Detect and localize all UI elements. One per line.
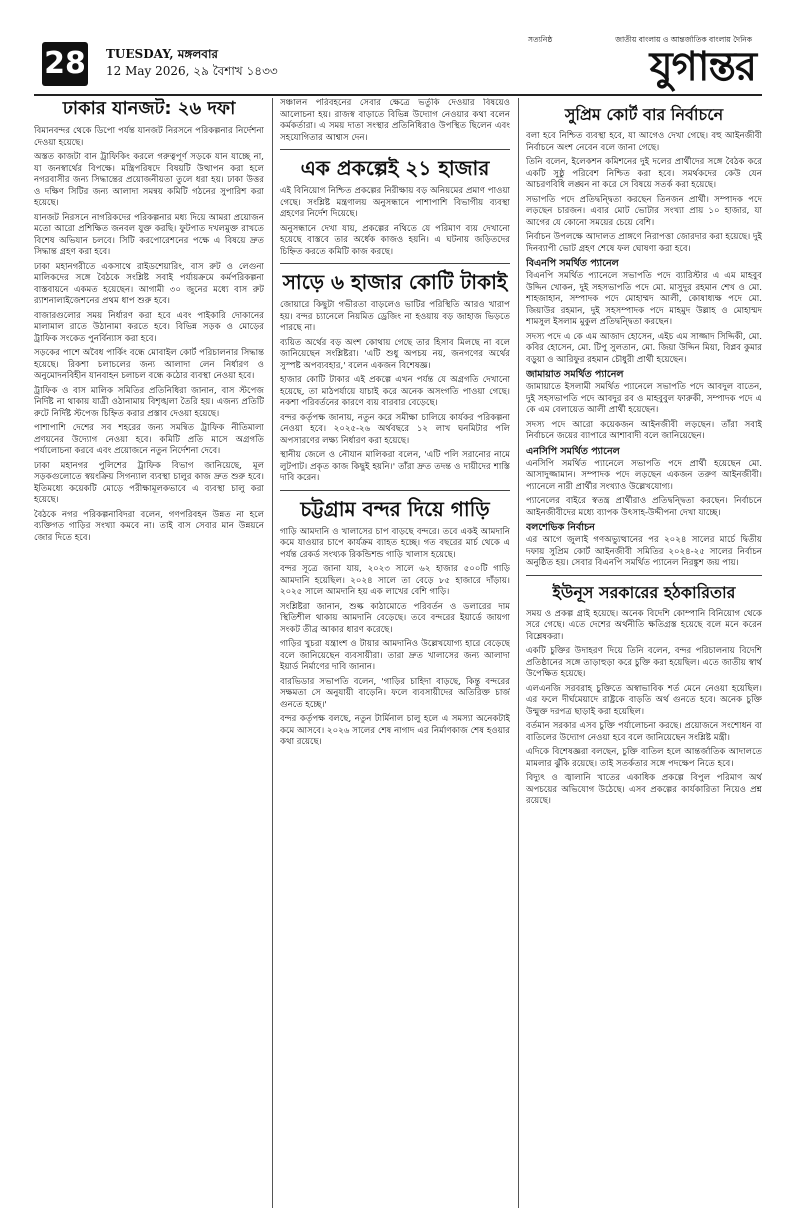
article-headline-port-cars: চট্টগ্রাম বন্দর দিয়ে গাড়ি (300, 496, 490, 521)
subhead-jamaat-panel: জামায়াত সমর্থিত প্যানেল (526, 369, 624, 380)
column-divider (518, 98, 519, 1208)
paragraph: এদিকে বিশেষজ্ঞরা বলছেন, চুক্তি বাতিল হলে আন্তর্জাতিক আদালতে মামলার ঝুঁকি রয়েছে। তাই সতর্কতার সঙ্গে পদক্ষেপ নিতে হবে। (526, 747, 762, 769)
paragraph: একটি চুক্তির উদাহরণ দিয়ে তিনি বলেন, বন্দর পরিচালনায় বিদেশি প্রতিষ্ঠানের সঙ্গে তাড়াহুড়া করে চুক্তি করা হয়েছিল। এতে জাতীয় স্বার্থ উপেক্ষিত হয়েছে। (526, 646, 762, 679)
newspaper-name: যুগান্তর (649, 44, 756, 90)
paragraph: এর আগে জুলাই গণঅভ্যুত্থানের পর ২০২৪ সালের মার্চে দ্বিতীয় দফায় সুপ্রিম কোর্ট আইনজীবী সমিতির ২০২৪-২৫ সালের নির্বাচন অনুষ্ঠিত হয়। সেবার বিএনপি সমর্থিত প্যানেল নিরঙ্কুশ জয় পায়। (526, 535, 762, 568)
paragraph: বাজারগুলোর সময় নির্ধারণ করা হবে এবং পাইকারি দোকানের মালামাল রাতে উঠানামা করতে হবে। বিভিন্ন সড়ক ও মোড়ের ট্রাফিক সংকেত পুনর্বিন্যাস করা হবে। (34, 310, 264, 344)
paragraph: তিনি বলেন, ইলেকশন কমিশনের দুই দলের প্রার্থীদের সঙ্গে বৈঠক করে একটি সুষ্ঠু পরিবেশ নিশ্চিত করা হবে। সমর্থকদের কেউ যেন আচরণবিধি লঙ্ঘন না করে সে বিষয়ে সতর্ক করা হয়েছে। (526, 157, 762, 190)
paragraph: ঢাকা মহানগর পুলিশের ট্রাফিক বিভাগ জানিয়েছে, মূল সড়কগুলোতে স্বয়ংক্রিয় সিগন্যাল ব্যবস্থা চালুর কাজ দ্রুত শুরু হবে। ইতিমধ্যে কয়েকটি মোড়ে পরীক্ষামূলকভাবে এ ব্যবস্থা চালু করা হয়েছে। (34, 460, 264, 505)
logo-tagline-left: সত্যনিষ্ঠ (528, 35, 553, 44)
paragraph: অনুসন্ধানে দেখা যায়, প্রকল্পের নথিতে যে পরিমাণ ব্যয় দেখানো হয়েছে বাস্তবে তার অর্ধেক কাজও হয়নি। এ ঘটনায় জড়িতদের চিহ্নিত করতে কমিটি কাজ করছে। (280, 223, 510, 257)
paragraph: সদস্য পদে আরো কয়েকজন আইনজীবী লড়ছেন। তাঁরা সবাই নির্বাচনে জয়ের ব্যাপারে আশাবাদী বলে জানিয়েছেন। (526, 419, 762, 441)
article-headline-supreme-court: সুপ্রিম কোর্ট বার নির্বাচনে (564, 105, 724, 124)
column-2 (280, 98, 510, 1208)
paragraph: স্থানীয় জেলে ও নৌযান মালিকরা বলেন, 'এটি পলি সরানোর নামে লুটপাট। প্রকৃত কাজ কিছুই হয়নি।' তাঁরা দ্রুত তদন্ত ও দায়ীদের শাস্তি দাবি করেন। (280, 450, 510, 483)
column-divider (272, 98, 273, 1208)
paragraph: এই বিনিয়োগ নিশ্চিত প্রকল্পের নিরীক্ষায় বড় অনিয়মের প্রমাণ পাওয়া গেছে। সংশ্লিষ্ট মন্ত্রণালয় অনুসন্ধানে পাশাপাশি বিভাগীয় ব্যবস্থা গ্রহণের নির্দেশ দিয়েছে। (280, 186, 510, 219)
section-rule (280, 263, 510, 264)
paragraph: ঢাকা মহানগরীতে একসাথে রাইডশেয়ারিং, বাস রুট ও লেগুনা মালিকদের সঙ্গে বৈঠকে সংশ্লিষ্ট সবাই পর্যায়ক্রমে কর্মপরিকল্পনা বাস্তবায়নে একমত হয়েছেন। আগামী ৩০ জুনের মধ্যে বাস রুট র‌্যাশনালাইজেশনের প্রথম ধাপ শুরু হবে। (34, 261, 264, 306)
date-block (106, 46, 278, 80)
day-label: TUESDAY, মঙ্গলবার (106, 47, 219, 61)
paragraph: গাড়ির খুচরা যন্ত্রাংশ ও টায়ার আমদানিও উল্লেখযোগ্য হারে বেড়েছে বলে জানিয়েছেন ব্যবসায়ীরা। তারা দ্রুত খালাসের জন্য আলাদা ইয়ার্ড নির্মাণের দাবি জানান। (280, 639, 510, 672)
page-number: 28 (42, 42, 88, 86)
paragraph: বিএনপি সমর্থিত প্যানেলে সভাপতি পদে ব্যারিস্টার এ এম মাহবুব উদ্দিন খোকন, দুই সহসভাপতি পদে মো. মাসুদুর রহমান শেখ ও মো. শাহজাহান, সম্পাদক পদে মোহাম্মদ আলী, কোষাধ্যক্ষ পদে মো. জিয়াউর রহমান, দুই সহসম্পাদক পদে মাহমুদ উল্লাহ ও মোহাম্মদ শামসুল ইসলাম মুকুল প্রতিদ্বন্দ্বিতা করছেন। (526, 271, 762, 327)
paragraph: সংশ্লিষ্টরা জানান, শুল্ক কাঠামোতে পরিবর্তন ও ডলারের দাম স্থিতিশীল থাকায় আমদানি বেড়েছে। তবে বন্দরের ইয়ার্ডে জায়গা সংকট তীব্র আকার ধারণ করেছে। (280, 601, 510, 635)
paragraph: ব্যয়িত অর্থের বড় অংশ কোথায় গেছে তার হিসাব মিলছে না বলে জানিয়েছেন সংশ্লিষ্টরা। 'এটি শুধু অপচয় নয়, জনগণের অর্থের সুস্পষ্ট অপব্যবহার,' বলেন একজন বিশেষজ্ঞ। (280, 337, 510, 371)
paragraph: নির্বাচন উপলক্ষে আদালত প্রাঙ্গণে নিরাপত্তা জোরদার করা হয়েছে। দুই দিনব্যাপী ভোট গ্রহণ শেষে ফল ঘোষণা করা হবে। (526, 232, 762, 254)
paragraph: সঞ্চালন পরিবহনের সেবার ক্ষেত্রে ভর্তুকি দেওয়ার বিষয়েও আলোচনা হয়। রাজস্ব বাড়াতে বিভিন্ন উদ্যোগ নেওয়ার কথা বলেন কর্মকর্তারা। এ সময় দাতা সংস্থার প্রতিনিধিরাও উপস্থিত ছিলেন এবং সহযোগিতার আশ্বাস দেন। (280, 98, 510, 143)
paragraph: অস্তত কাজটা বান ট্রাফিকিং করলে গরুত্বপূর্ণ সড়কে যান যাচ্ছে না, যা জনস্বার্থের বিপক্ষে। মন্ত্রিপরিষদে বিষয়টি উত্থাপন করা হলে নগরবাসীর জন্য সিদ্ধান্তের প্রয়োজনীয়তা তুলে ধরা হয়। ঢাকা উত্তর ও দক্ষিণ সিটির জন্য আলাদা সমন্বয় কমিটি গঠনের সুপারিশ করা হয়েছে। (34, 152, 264, 208)
newspaper-logo (516, 32, 756, 92)
paragraph: হাজার কোটি টাকার এই প্রকল্পে এখন পর্যন্ত যে অগ্রগতি দেখানো হয়েছে, তা মাঠপর্যায়ে যাচাই করে অনেক অসংগতি পাওয়া গেছে। নকশা পরিবর্তনের কারণে ব্যয় বারবার বেড়েছে। (280, 375, 510, 408)
article-headline-project: এক প্রকল্পেই ২১ হাজার (300, 156, 490, 180)
column-3 (526, 98, 762, 1208)
logo-tagline-right: জাতীয় বাংলায় ও আন্তর্জাতিক বাংলায় দৈনিক (615, 35, 752, 44)
article-body-traffic (34, 126, 264, 544)
masthead (34, 30, 762, 96)
article-headline-crore: সাড়ে ৬ হাজার কোটি টাকাই (282, 270, 508, 294)
article-columns (34, 98, 762, 1208)
paragraph: গাড়ি আমদানি ও খালাসের চাপ বাড়ছে বন্দরে। তবে একই আমদানি কমে যাওয়ার চাপে কার্যক্রম ব্যাহত হচ্ছে। গত বছরের মার্চ থেকে এ পর্যন্ত রেকর্ড সংখ্যক রিকন্ডিশন্ড গাড়ি খালাস হয়েছে। (280, 526, 510, 560)
paragraph: বৈঠকে নগর পরিকল্পনাবিদরা বলেন, গণপরিবহন উন্নত না হলে ব্যক্তিগত গাড়ির সংখ্যা কমবে না। তাই বাস সেবার মান উন্নয়নে জোর দিতে হবে। (34, 509, 264, 543)
paragraph: সময় ও প্রকল্প গ্রাই হয়েছে। অনেক বিদেশি কোম্পানি বিনিয়োগ থেকে সরে গেছে। এতে দেশের অর্থনীতি ক্ষতিগ্রস্ত হয়েছে বলে মনে করেন বিশ্লেষকরা। (526, 608, 762, 642)
paragraph: বারভিডার সভাপতি বলেন, 'গাড়ির চাহিদা বাড়ছে, কিন্তু বন্দরের সক্ষমতা সে অনুযায়ী বাড়েনি। ফলে ব্যবসায়ীদের অতিরিক্ত চার্জ গুনতে হচ্ছে।' (280, 676, 510, 710)
paragraph: ট্রাফিক ও বাস মালিক সমিতির প্রতিনিধিরা জানান, বাস স্টপেজ নির্দিষ্ট না থাকায় যাত্রী ওঠানামায় বিশৃঙ্খলা তৈরি হয়। এজন্য প্রতিটি রুটে নির্দিষ্ট স্টপেজ চিহ্নিত করার প্রস্তাব দেওয়া হয়েছে। (34, 385, 264, 419)
subhead-election: বলশেভিক নির্বাচন (526, 522, 595, 533)
section-rule (280, 490, 510, 491)
paragraph: এনসিপি সমর্থিত প্যানেলে সভাপতি পদে প্রার্থী হয়েছেন মো. আসাদুজ্জামান। সম্পাদক পদে লড়ছেন একজন তরুণ আইনজীবী। প্যানেলে নারী প্রার্থীর সংখ্যাও উল্লেখযোগ্য। (526, 458, 762, 492)
paragraph: বন্দর কর্তৃপক্ষ বলছে, নতুন টার্মিনাল চালু হলে এ সমস্যা অনেকটাই কমে আসবে। ২০২৬ সালের শেষ নাগাদ এর নির্মাণকাজ শেষ হওয়ার কথা রয়েছে। (280, 714, 510, 747)
paragraph: বিদ্যুৎ ও জ্বালানি খাতের একাধিক প্রকল্পে বিপুল পরিমাণ অর্থ অপচয়ের অভিযোগ উঠেছে। এসব প্রকল্পের কার্যকারিতা নিয়েও প্রশ্ন রয়েছে। (526, 773, 762, 806)
paragraph: জোয়ারে কিছুটা গভীরতা বাড়লেও ভাটির পরিস্থিতি আরও খারাপ হয়। বন্দর চ্যানেলে নিয়মিত ড্রেজিং না হওয়ায় বড় জাহাজ ভিড়তে পারছে না। (280, 300, 510, 333)
paragraph: সদস্য পদে এ কে এম আজাদ হোসেন, এইচ এম সাজ্জাদ সিদ্দিকী, মো. কবির হোসেন, মো. টিপু সুলতান, মো. জিয়া উদ্দিন মিয়া, বিপ্লব কুমার বড়ুয়া ও আরিফুর রহমান চৌধুরী প্রার্থী হয়েছেন। (526, 331, 762, 365)
paragraph: যানজট নিরসনে নাগরিকদের পরিকল্পনার মধ্য দিয়ে আমরা প্রয়োজন মতো আরো প্রশিক্ষিত জনবল যুক্ত করছি। ফুটপাত দখলমুক্ত রাখতে বিশেষ অভিযান চলবে। সিটি করপোরেশনের পক্ষে এ বিষয়ে দ্রুত সিদ্ধান্ত গ্রহণ করা হবে। (34, 212, 264, 257)
paragraph: পাশাপাশি দেশের সব শহরের জন্য সমন্বিত ট্রাফিক নীতিমালা প্রণয়নের উদ্যোগ নেওয়া হবে। কমিটি প্রতি মাসে অগ্রগতি পর্যালোচনা করবে এবং প্রয়োজনে নতুন নির্দেশনা দেবে। (34, 423, 264, 456)
section-rule (280, 149, 510, 150)
paragraph: বিমানবন্দর থেকে ডিপো পর্যন্ত যানজট নিরসনে পরিকল্পনার নির্দেশনা দেওয়া হয়েছে। (34, 126, 264, 148)
paragraph: বলা হবে নিশ্চিত ব্যবস্থা হবে, যা আগেও দেখা গেছে। বহু আইনজীবী নির্বাচনে অংশ নেবেন বলে জানা গেছে। (526, 131, 762, 153)
paragraph: জামায়াতে ইসলামী সমর্থিত প্যানেলে সভাপতি পদে আবদুল বাতেন, দুই সহসভাপতি পদে আবদুর রব ও মাহবুবুল ফারুকী, সম্পাদক পদে এ কে এম বেলায়েত আলী প্রার্থী হয়েছেন। (526, 382, 762, 415)
paragraph: বন্দর কর্তৃপক্ষ জানায়, নতুন করে সমীক্ষা চালিয়ে কার্যকর পরিকল্পনা নেওয়া হবে। ২০২৫-২৬ অর্থবছরে ১২ লাখ ঘনমিটার পলি অপসারণের লক্ষ্য নির্ধারণ করা হয়েছে। (280, 412, 510, 446)
paragraph: বর্তমান সরকার এসব চুক্তি পর্যালোচনা করছে। প্রয়োজনে সংশোধন বা বাতিলের উদ্যোগ নেওয়া হবে বলে জানিয়েছেন সংশ্লিষ্ট মন্ত্রী। (526, 721, 762, 743)
article-headline-traffic: ঢাকার যানজট: ২৬ দফা (62, 98, 236, 119)
paragraph: সড়কের পাশে অবৈধ পার্কিং বন্ধে মোবাইল কোর্ট পরিচালনার সিদ্ধান্ত হয়েছে। রিকশা চলাচলের জন্য আলাদা লেন নির্ধারণ ও অনুমোদনবিহীন যানবাহন চলাচল বন্ধে কঠোর ব্যবস্থা নেওয়া হবে। (34, 348, 264, 381)
column-1 (34, 98, 264, 1208)
paragraph: বন্দর সূত্রে জানা যায়, ২০২৩ সালে ৬২ হাজার ৫০০টি গাড়ি আমদানি হয়েছিল। ২০২৪ সালে তা বেড়ে ৮৫ হাজারে দাঁড়ায়। ২০২৫ সালে আমদানি হয় এক লাখের বেশি গাড়ি। (280, 564, 510, 597)
paragraph: প্যানেলের বাইরে স্বতন্ত্র প্রার্থীরাও প্রতিদ্বন্দ্বিতা করছেন। নির্বাচনে আইনজীবীদের মধ্যে ব্যাপক উৎসাহ-উদ্দীপনা দেখা যাচ্ছে। (526, 496, 762, 518)
date-label: 12 May 2026, ২৯ বৈশাখ ১৪৩৩ (106, 64, 278, 78)
paragraph: এলএনজি সরবরাহ চুক্তিতে অস্বাভাবিক শর্ত মেনে নেওয়া হয়েছিল। এর ফলে দীর্ঘমেয়াদে রাষ্ট্রকে বাড়তি অর্থ গুনতে হবে। অনেক চুক্তি উন্মুক্ত দরপত্র ছাড়াই করা হয়েছিল। (526, 683, 762, 717)
paragraph: সভাপতি পদে প্রতিদ্বন্দ্বিতা করছেন তিনজন প্রার্থী। সম্পাদক পদে লড়ছেন চারজন। এবার মোট ভোটার সংখ্যা প্রায় ১০ হাজার, যা আগের যে কোনো সময়ের চেয়ে বেশি। (526, 194, 762, 228)
article-headline-yunus-govt: ইউনূস সরকারের হঠকারিতার (552, 582, 736, 602)
subhead-bnp-panel: বিএনপি সমর্থিত প্যানেল (526, 258, 619, 269)
subhead-ncp-panel: এনসিপি সমর্থিত প্যানেল (526, 445, 620, 457)
section-rule (526, 575, 762, 576)
